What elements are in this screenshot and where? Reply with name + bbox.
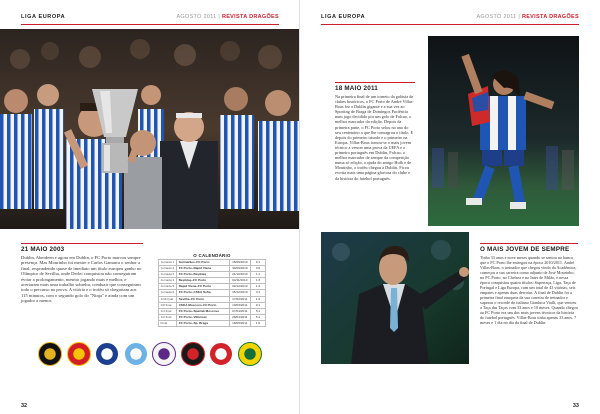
coach-image [321,232,469,364]
article-youngest-title: O MAIS JOVEM DE SEMPRE [480,246,570,253]
red-black-crest-icon [181,342,205,366]
calendar-match: FC Porto–Spartak Moscovo [177,308,229,314]
calendar-score: 1:1 [251,272,266,278]
page-header-left [21,14,279,24]
article-2003 [21,243,143,304]
calendar-stage: 1/8 final [159,302,177,308]
calendar-date: 30/09/2010 [229,266,250,272]
calendar-match: Guimarães–FC Porto [177,260,229,266]
article-2011 [335,82,415,181]
calendar-score: 0:1 [251,302,266,308]
calendar-match: FC Porto–Sp. Braga [177,320,229,326]
magazine-label: AGOSTO 2011 | REVISTA DRAGÕES [176,14,279,20]
calendar-match: FC Porto–Beşiktaş [177,272,229,278]
calendar-score: 0:1 [251,260,266,266]
white-purple-crest-icon [152,342,176,366]
page-number-right: 33 [572,403,579,409]
calendar-date: 07/04/2011 [229,308,250,314]
calendar-date: 02/12/2010 [229,284,250,290]
calendar-stage: Jornada 1 [159,260,177,266]
calendar-row [159,320,266,326]
calendar-stage: Final [159,320,177,326]
calendar-stage: Jornada 3 [159,272,177,278]
header-rule [321,24,579,25]
calendar-date: 18/05/2011 [229,320,250,326]
calendar-stage: Jornada 5 [159,284,177,290]
calendar-match: FC Porto–Rapid Viena [177,266,229,272]
trophy-celebration-photo-2003 [0,29,300,229]
article-2003-title: 21 MAIO 2003 [21,246,65,253]
header-rule [21,24,279,25]
calendar-match: FC Porto–Villarreal [177,314,229,320]
calendar-table [158,259,266,327]
article-youngest-body: Tinha 33 anos e nove meses quando se sentou no banco que o FC Porto lhe entregou na época 2010/2011. André Villas-Boas, o treinador que chegou vindo da Académica, começou a sua carreira como adjunto de José Mourinho, no FC Porto, no Chelsea e no Inter de Milão, e nessa época conquistou quatro títulos: Supertaça, Liga, Taça de Portugal e Liga Europa, com um total de 43 vitórias, seis empates e apenas duas derrotas. A final de Dublin foi a primeira final europeia da sua carreira de treinador e superou o recorde do italiano Gianluca Vialli, que venceu a Taça das Taças com 33 anos e 10 meses. Quando chegou ao FC Porto era um dos mais jovens técnicos da história do futebol português. Villas-Boas tinha apenas 33 anos, 7 meses e 1 dia no dia da final de Dublin. [480,255,578,325]
calendar-match: Sevilha–FC Porto [177,296,229,302]
article-2011-title: 18 MAIO 2011 [335,85,379,92]
calendar-stage: Jornada 2 [159,266,177,272]
article-youngest [480,243,578,325]
section-label: LIGA EUROPA [321,14,366,20]
coach-photo [321,232,469,364]
calendar-box [158,253,266,327]
blue-white-crest-icon [95,342,119,366]
yellow-green-crest-icon [238,342,262,366]
calendar-date: 17/02/2011 [229,296,250,302]
calendar-stage: 1/4 final [159,308,177,314]
calendar-match: CSKA Moscovo–FC Porto [177,302,229,308]
calendar-score: 3:1 [251,290,266,296]
calendar-date: 04/11/2010 [229,278,250,284]
light-blue-eagle-crest-icon [124,342,148,366]
page-header-right [321,14,579,24]
calendar-title: O CALENDÁRIO [193,253,231,258]
calendar-score: 1:0 [251,320,266,326]
red-devil-crest-icon [67,342,91,366]
article-2003-body: Dublin, Aberdeen e agora em Dublin, o FC Porto marcou sempre presença. Mas Mourinho foi mestre e Carlos Gamarra o senhor a final, respondendo quase de imediato um título europeu ganho no Olímpico de Sevilha, onde Derlei conquistou não conseguiram evitar a prolongamento, mesmo jogando mais e melhor, e acertaram mais uma trabalho sobrehu, conduzir que conseguiram todo o percurso na prova. A vitória e o troféu só chegariam aos 115 minutos, com o segundo golo do "Ninja" e ainda com um jogador a menos. [21,255,142,304]
trophy-celebration-image [0,29,300,229]
calendar-score: 5:1 [251,308,266,314]
calendar-stage: Jornada 4 [159,278,177,284]
article-rule [21,243,143,244]
calendar-stage: 1/16 final [159,296,177,302]
calendar-score: 1:3 [251,284,266,290]
calendar-date: 28/04/2011 [229,314,250,320]
section-label: LIGA EUROPA [21,14,66,20]
calendar-date: 21/10/2010 [229,272,250,278]
calendar-match: Rapid Viena–FC Porto [177,284,229,290]
player-celebration-photo-2011 [428,36,579,226]
calendar-date: 15/12/2010 [229,290,250,296]
calendar-date: 10/03/2011 [229,302,250,308]
calendar-stage: Jornada 6 [159,290,177,296]
calendar-match: FC Porto–CSKA Sofia [177,290,229,296]
player-celebration-image [428,36,579,226]
calendar-match: Beşiktaş–FC Porto [177,278,229,284]
calendar-score: 1:2 [251,296,266,302]
calendar-score: 5:1 [251,314,266,320]
right-page [300,0,600,414]
calendar-score: 1:3 [251,278,266,284]
article-rule [335,82,415,83]
page-number-left: 32 [21,403,28,409]
magazine-label: AGOSTO 2011 | REVISTA DRAGÕES [476,14,579,20]
red-white-crest-icon [209,342,233,366]
calendar-stage: 1/2 final [159,314,177,320]
gold-round-crest-icon [38,342,62,366]
opponent-crests [38,341,262,367]
calendar-score: 3:0 [251,266,266,272]
calendar-date: 15/09/2010 [229,260,250,266]
article-rule [480,243,578,244]
article-2011-body: Na primeira final de um torneio da galáxia de clubes históricos, o FC Porto de André Villas-Boas fez a Dublin gigante e a sua vez ao Sporting de Braga de Domingos Paciência num jogo decidido por um golo de Falcao, o melhor marcador da edição. Depois da primeira parte, o FC Porto selou no ano do seu centenário a que lhe consagrou o título. E depois do primeiro triunfo e o primeiro na Europa, Villas-Boas tornou-se o mais jovem técnico a vencer uma prova da UEFA e o primeiro português em Dublin, Falcao, o melhor marcador de sempre da competição numa só edição, a ajuda do amigo Hulk e de Moutinho, o troféu chegou a Dublin. Ficou escrita mais uma página gloriosa do clube e da história do futebol português. [335,94,414,181]
